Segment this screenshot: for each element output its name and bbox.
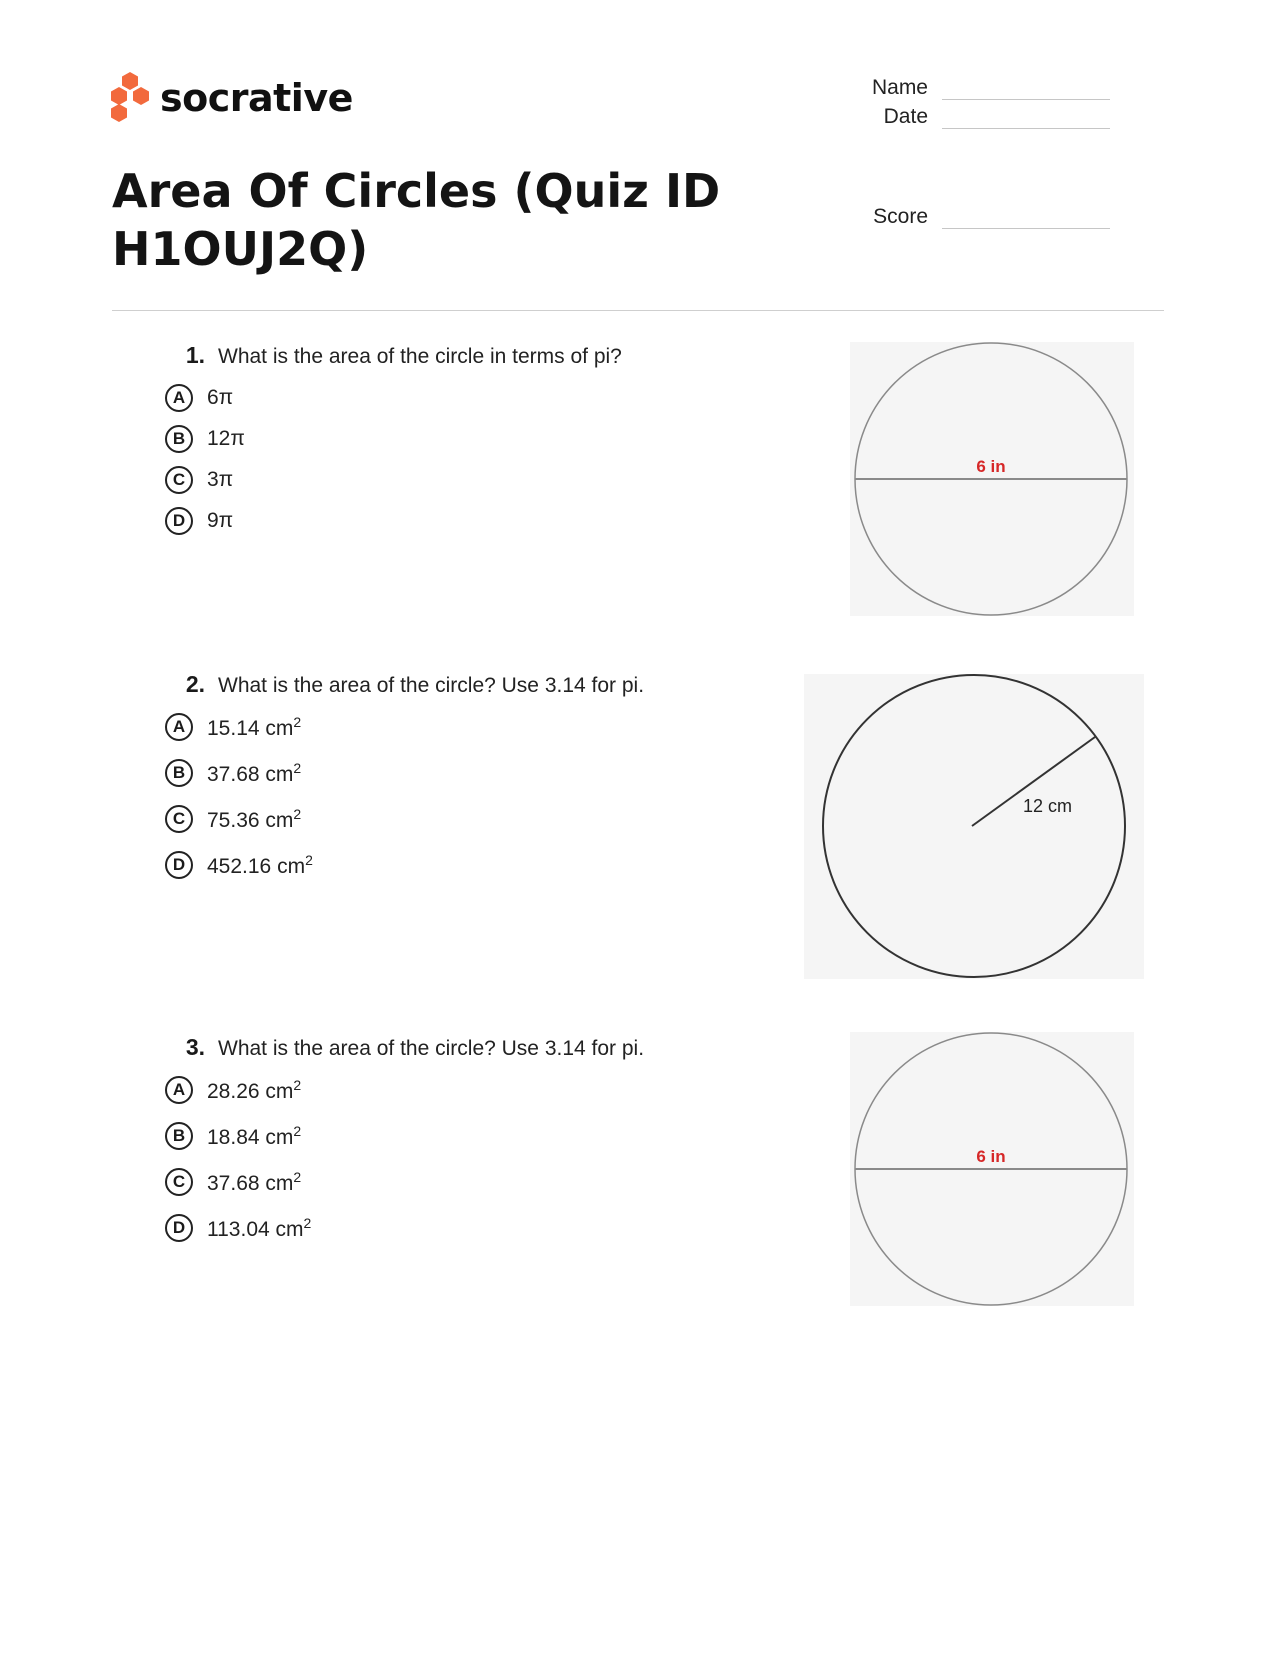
- choice-value: 15.14 cm: [207, 716, 294, 740]
- circle-diagram-3: [850, 1032, 1134, 1306]
- choice-value: 18.84 cm: [207, 1125, 294, 1149]
- choice-c[interactable]: [165, 459, 785, 500]
- choice-letter: A: [165, 384, 193, 412]
- question-3: [165, 1034, 785, 1251]
- choice-letter: D: [165, 507, 193, 535]
- socrative-logo: [110, 72, 353, 124]
- question-1: [165, 342, 785, 541]
- choice-value: 37.68 cm: [207, 1171, 294, 1195]
- choice-text: 6π: [207, 385, 234, 409]
- date-label: Date: [883, 105, 928, 128]
- choice-value: 28.26 cm: [207, 1079, 294, 1103]
- choice-text: [207, 760, 301, 787]
- choice-text: 3π: [207, 467, 234, 491]
- choice-exponent: 2: [303, 1214, 312, 1231]
- choice-c[interactable]: [165, 796, 785, 842]
- date-line[interactable]: [942, 110, 1110, 129]
- brand-name: socrative: [160, 76, 353, 120]
- question-2: [165, 671, 785, 888]
- choice-letter: D: [165, 1214, 193, 1242]
- choice-text: [207, 714, 301, 741]
- circle-diagram-1: [850, 342, 1134, 616]
- choice-letter: B: [165, 1122, 193, 1150]
- question-number: 1.: [185, 342, 205, 368]
- choice-letter: B: [165, 759, 193, 787]
- choice-text: [207, 1123, 301, 1150]
- question-number: 3.: [185, 1034, 205, 1060]
- circle-diagram-2: [804, 674, 1144, 979]
- page-title: Area Of Circles (Quiz ID H1OUJ2Q): [112, 164, 721, 276]
- choice-value: 75.36 cm: [207, 808, 294, 832]
- score-label: Score: [873, 205, 928, 228]
- choice-exponent: 2: [293, 759, 302, 776]
- choice-letter: C: [165, 466, 193, 494]
- radius-label: 12 cm: [1023, 796, 1073, 816]
- question-number: 2.: [185, 671, 205, 697]
- choice-text: [207, 1215, 311, 1242]
- choice-a[interactable]: [165, 704, 785, 750]
- choice-a[interactable]: [165, 377, 785, 418]
- name-line[interactable]: [942, 81, 1110, 100]
- choice-d[interactable]: [165, 500, 785, 541]
- question-text: What is the area of the circle in terms of pi?: [218, 345, 622, 368]
- choice-exponent: 2: [293, 1122, 302, 1139]
- name-field[interactable]: [828, 76, 1110, 100]
- choice-exponent: 2: [293, 1076, 302, 1093]
- choice-text: [207, 852, 313, 879]
- circle-outline: [823, 675, 1125, 977]
- choice-letter: B: [165, 425, 193, 453]
- choice-letter: C: [165, 1168, 193, 1196]
- choice-letter: A: [165, 1076, 193, 1104]
- choice-letter: C: [165, 805, 193, 833]
- choice-d[interactable]: [165, 842, 785, 888]
- choice-text: [207, 1077, 301, 1104]
- choice-value: 113.04 cm: [207, 1217, 304, 1241]
- choice-b[interactable]: [165, 750, 785, 796]
- choice-exponent: 2: [305, 851, 313, 868]
- choice-c[interactable]: [165, 1159, 785, 1205]
- choice-b[interactable]: [165, 1113, 785, 1159]
- choice-text: 12π: [207, 426, 245, 450]
- name-label: Name: [871, 76, 928, 99]
- score-line[interactable]: [942, 210, 1110, 229]
- question-text: What is the area of the circle? Use 3.14 for pi.: [218, 1037, 645, 1060]
- diameter-label: 6 in: [976, 457, 1006, 476]
- choice-value: 37.68 cm: [207, 762, 294, 786]
- choice-a[interactable]: [165, 1067, 785, 1113]
- choice-text: [207, 806, 301, 833]
- choice-exponent: 2: [293, 805, 302, 822]
- score-field[interactable]: [828, 205, 1110, 229]
- choice-exponent: 2: [293, 1168, 302, 1185]
- choice-d[interactable]: [165, 1205, 785, 1251]
- date-field[interactable]: [828, 105, 1110, 129]
- header-divider: [112, 310, 1164, 311]
- choice-letter: A: [165, 713, 193, 741]
- choice-value: 452.16 cm: [207, 854, 306, 878]
- choice-letter: D: [165, 851, 193, 879]
- diameter-label: 6 in: [976, 1147, 1006, 1166]
- choice-b[interactable]: [165, 418, 785, 459]
- question-text: What is the area of the circle? Use 3.14 for pi.: [218, 674, 645, 697]
- choice-exponent: 2: [293, 713, 302, 730]
- socrative-hexagon-icon: [110, 72, 150, 124]
- choice-text: [207, 1169, 301, 1196]
- choice-text: 9π: [207, 508, 234, 532]
